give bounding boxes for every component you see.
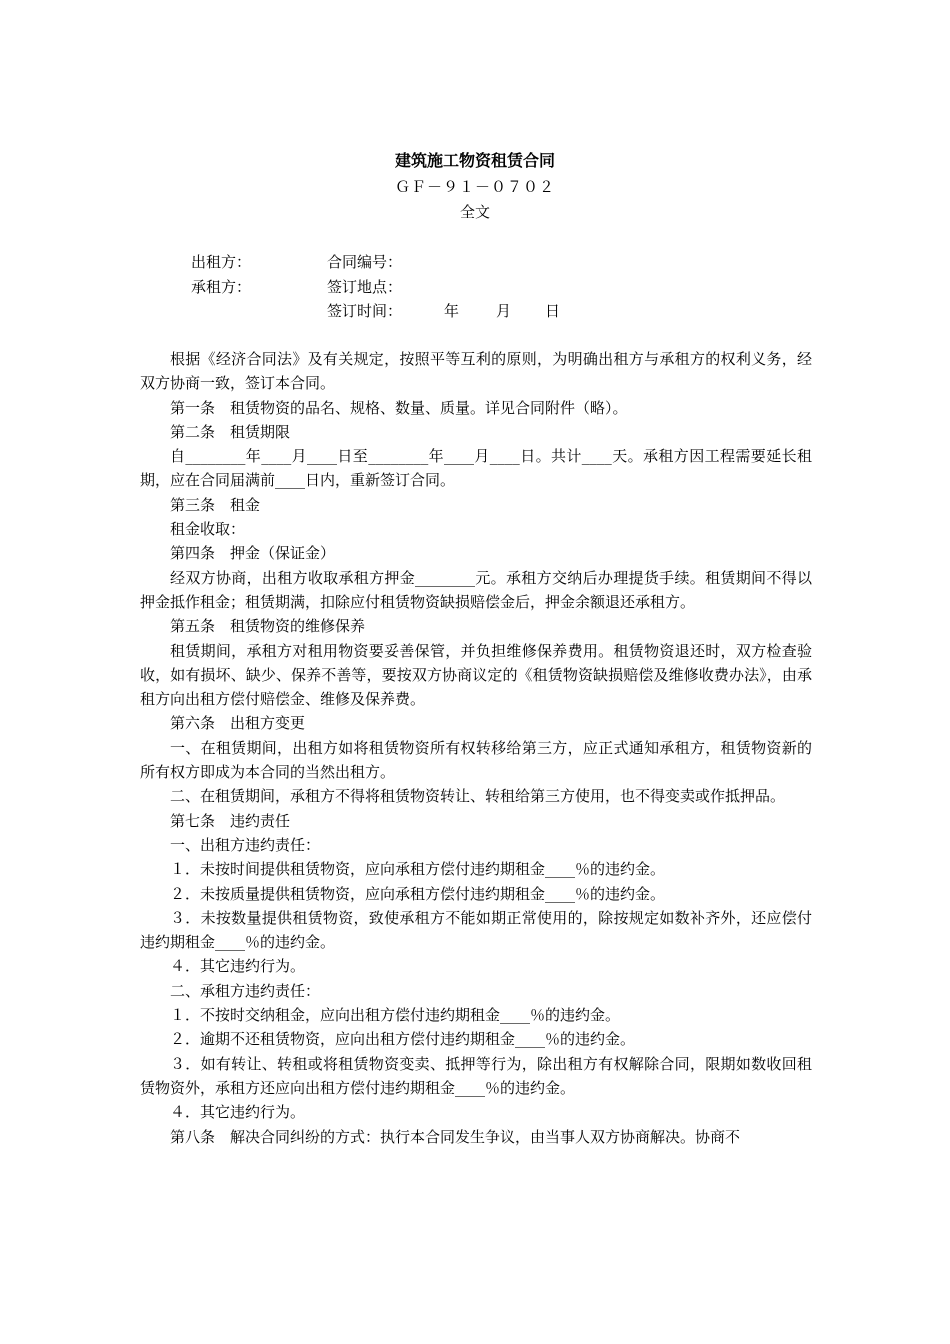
paragraph: ３．如有转让、转租或将租赁物资变卖、抵押等行为，除出租方有权解除合同，限期如数收回租赁物资外，承租方还应向出租方偿付违约期租金____％的违约金。: [140, 1054, 812, 1097]
document-title: 建筑施工物资租赁合同: [394, 151, 555, 170]
paragraph: 二、承租方违约责任：: [170, 981, 321, 1000]
document-subtitle: 全文: [459, 203, 490, 221]
paragraph: 二、在租赁期间，承租方不得将租赁物资转让、转租给第三方使用，也不得变卖或作抵押品。: [170, 787, 786, 806]
paragraph: ２．逾期不还租赁物资，应向出租方偿付违约期租金____％的违约金。: [170, 1030, 636, 1049]
paragraph: 第七条 违约责任: [170, 811, 291, 830]
paragraph: ４．其它违约行为。: [170, 957, 306, 976]
sign-time-label: 签订时间：: [327, 302, 403, 320]
paragraph: ２．未按质量提供租赁物资，应向承租方偿付违约期租金____％的违约金。: [170, 884, 666, 903]
lessor-label: 出租方：: [191, 253, 252, 271]
lessee-label: 承租方：: [191, 278, 252, 296]
paragraph: 第六条 出租方变更: [170, 714, 306, 733]
paragraph: １．不按时交纳租金，应向出租方偿付违约期租金____％的违约金。: [170, 1006, 621, 1025]
sign-year-label: 年: [444, 302, 460, 320]
paragraph: 根据《经济合同法》及有关规定，按照平等互利的原则，为明确出租方与承租方的权利义务，经双方协商一致，签订本合同。: [140, 350, 812, 393]
paragraph: ３．未按数量提供租赁物资，致使承租方不能如期正常使用的，除按规定如数补齐外，还应偿付违约期租金____％的违约金。: [140, 908, 812, 952]
document-code: ＧＦ－９１－０７０２: [394, 178, 555, 196]
paragraph: 第三条 租金: [170, 495, 261, 514]
paragraph: ４．其它违约行为。: [170, 1103, 306, 1122]
paragraph: 租金收取：: [170, 520, 246, 539]
paragraph: 第八条 解决合同纠纷的方式：执行本合同发生争议，由当事人双方协商解决。协商不: [170, 1127, 741, 1146]
paragraph: 经双方协商，出租方收取承租方押金________元。承租方交纳后办理提货手续。租赁期间不得以押金抵作租金；租赁期满，扣除应付租赁物资缺损赔偿金后，押金余额退还承租方。: [140, 568, 812, 611]
paragraph: 第二条 租赁期限: [170, 422, 291, 441]
paragraph: 自________年____月____日至________年____月____日。共计____天。承租方因工程需要延长租期，应在合同届满前____日内，重新签订合同。: [140, 447, 812, 490]
contract-no-label: 合同编号：: [327, 253, 403, 271]
paragraph: 一、出租方违约责任：: [170, 835, 321, 854]
contract-body: [140, 347, 812, 1149]
sign-day-label: 日: [545, 302, 561, 320]
paragraph: 第五条 租赁物资的维修保养: [170, 617, 366, 636]
paragraph: １．未按时间提供租赁物资，应向承租方偿付违约期租金____％的违约金。: [170, 860, 666, 879]
paragraph: 第四条 押金（保证金）: [170, 544, 336, 563]
paragraph: 一、在租赁期间，出租方如将租赁物资所有权转移给第三方，应正式通知承租方，租赁物资新的所有权方即成为本合同的当然出租方。: [140, 738, 812, 782]
paragraph: 租赁期间，承租方对租用物资要妥善保管，并负担维修保养费用。租赁物资退还时，双方检查验收，如有损坏、缺少、保养不善等，要按双方协商议定的《租赁物资缺损赔偿及维修收费办法》，由承租方向出租方偿付赔偿金、维修及保养费。: [140, 641, 812, 709]
paragraph: 第一条 租赁物资的品名、规格、数量、质量。详见合同附件（略）。: [170, 398, 628, 417]
sign-place-label: 签订地点：: [327, 278, 403, 296]
sign-month-label: 月: [496, 302, 512, 320]
